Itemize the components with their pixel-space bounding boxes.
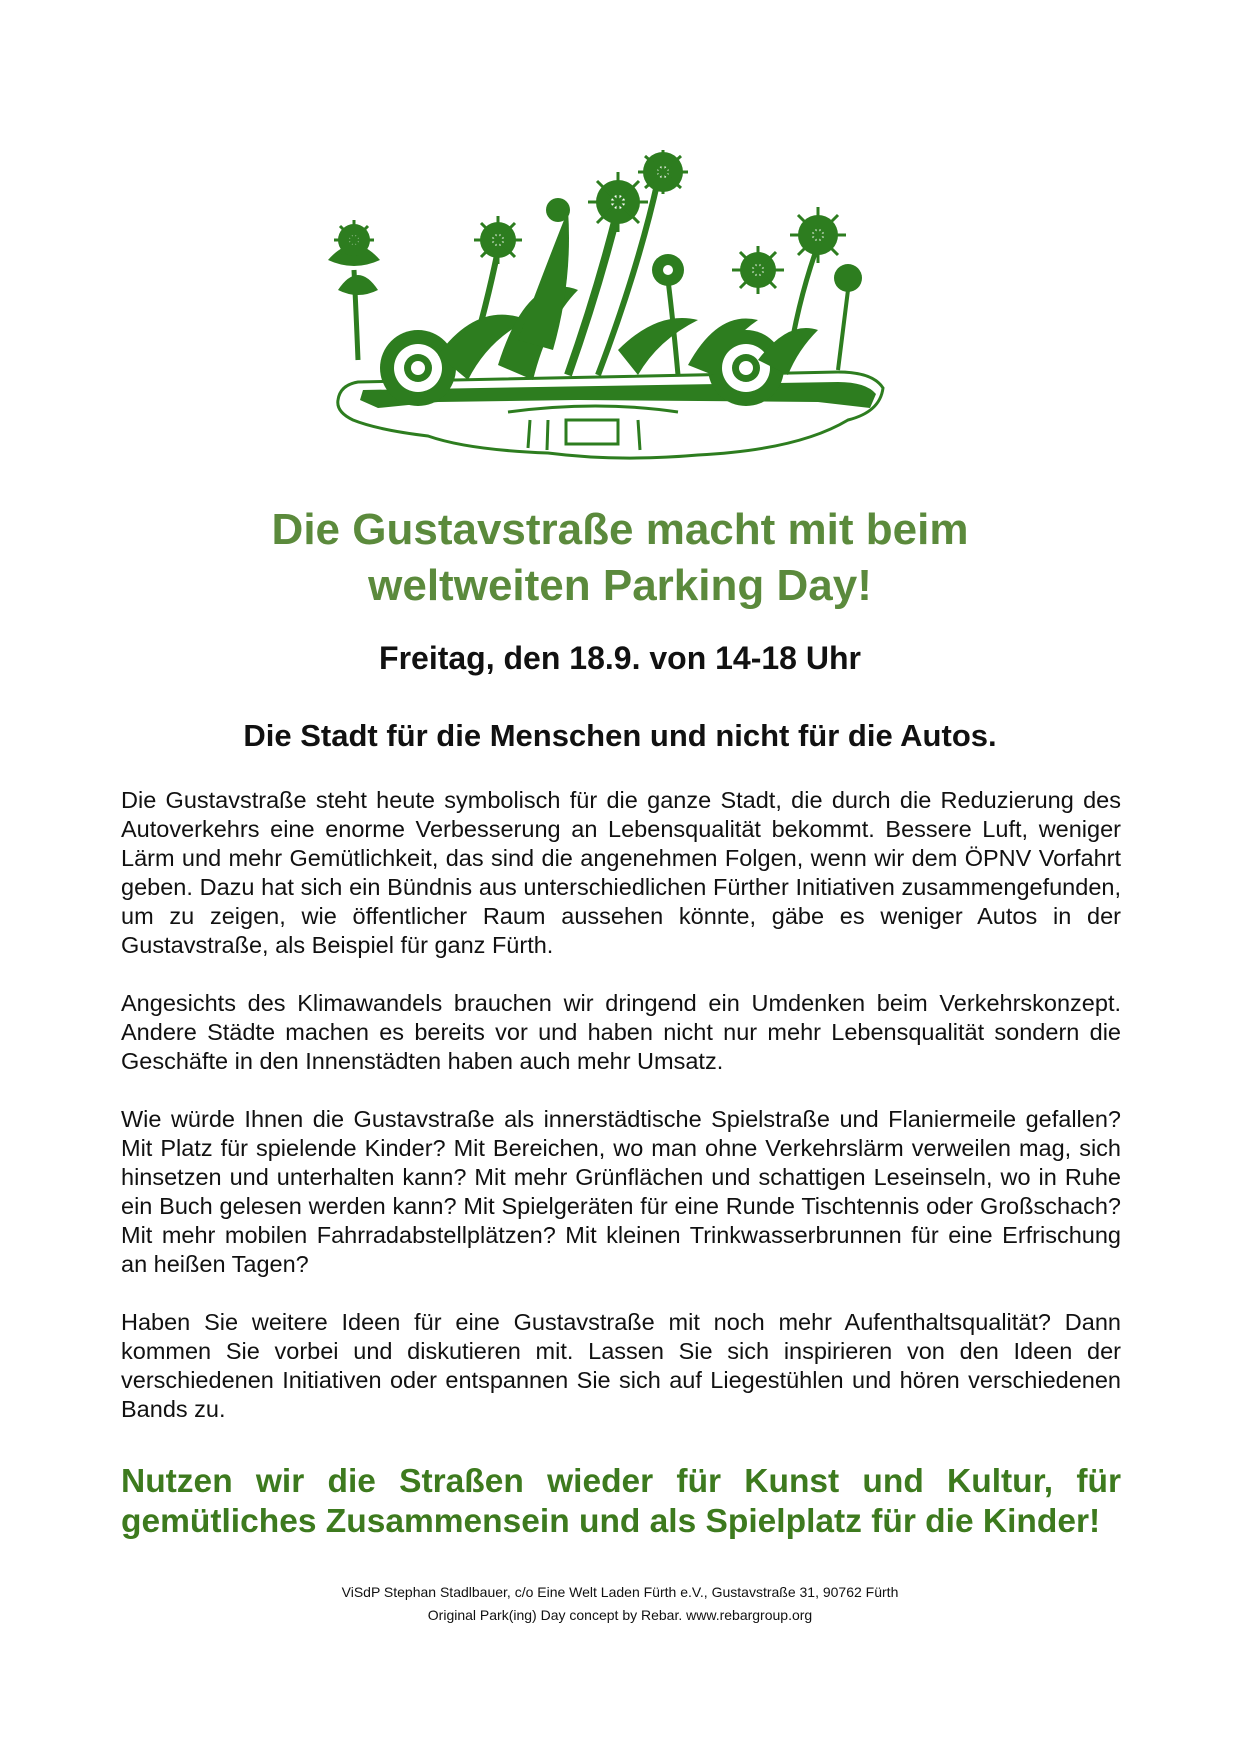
paragraph-4: Haben Sie weitere Ideen für eine Gustavstraße mit noch mehr Aufenthaltsqualität? Dann kommen Sie vorbei und diskutieren mit. Lassen Sie sich inspirieren von den Ideen der verschiedenen Initiativen oder entspannen Sie sich auf Liegestühlen und hören verschiedenen Bands zu. (121, 1309, 1121, 1422)
slogan: Die Stadt für die Menschen und nicht für die Autos. (243, 718, 997, 753)
paragraph-3: Wie würde Ihnen die Gustavstraße als innerstädtische Spielstraße und Flaniermeile gefallen? Mit Platz für spielende Kinder? Mit Bereichen, wo man ohne Verkehrslärm verweilen mag, sich hinsetzen und unterhalten kann? Mit mehr Grünflächen und schattigen Leseinseln, wo in Ruhe ein Buch gelesen werden kann? Mit Spielgeräten für eine Runde Tischtennis oder Großschach? Mit mehr mobilen Fahrradabstellplätzen? Mit kleinen Trinkwasserbrunnen für eine Erfrischung an heißen Tagen? (121, 1106, 1121, 1277)
headline (120, 502, 1120, 614)
body-text (121, 786, 1121, 1453)
footer-visdp: ViSdP Stephan Stadlbauer, c/o Eine Welt Laden Fürth e.V., Gustavstraße 31, 90762 Fürth (341, 1584, 899, 1600)
paragraph-1: Die Gustavstraße steht heute symbolisch für die ganze Stadt, die durch die Reduzierung des Autoverkehrs eine enorme Verbesserung an Lebensqualität bekommt. Bessere Luft, weniger Lärm und mehr Gemütlichkeit, das sind die angenehmen Folgen, wenn wir dem ÖPNV Vorfahrt geben. Dazu hat sich ein Bündnis aus unterschiedlichen Fürther Initiativen zusammengefunden, um zu zeigen, wie öffentlicher Raum aussehen könnte, gäbe es weniger Autos in der Gustavstraße, als Beispiel für ganz Fürth. (121, 787, 1121, 958)
event-date: Freitag, den 18.9. von 14-18 Uhr (379, 640, 861, 676)
footer-credit: Original Park(ing) Day concept by Rebar. www.rebargroup.org (427, 1607, 813, 1623)
closing-statement: Nutzen wir die Straßen wieder für Kunst und Kultur, für gemütliches Zusammensein und als Spielplatz für die Kinder! (121, 1463, 1121, 1540)
headline-line-1: Die Gustavstraße macht mit beim (271, 505, 969, 554)
paragraph-2: Angesichts des Klimawandels brauchen wir dringend ein Umdenken beim Verkehrskonzept. Andere Städte machen es bereits vor und haben nicht nur mehr Lebensqualität sondern die Geschäfte in den Innenstädten haben auch mehr Umsatz. (121, 990, 1121, 1074)
car-with-flowers-illustration (318, 150, 898, 470)
headline-line-2: weltweiten Parking Day! (368, 561, 872, 610)
